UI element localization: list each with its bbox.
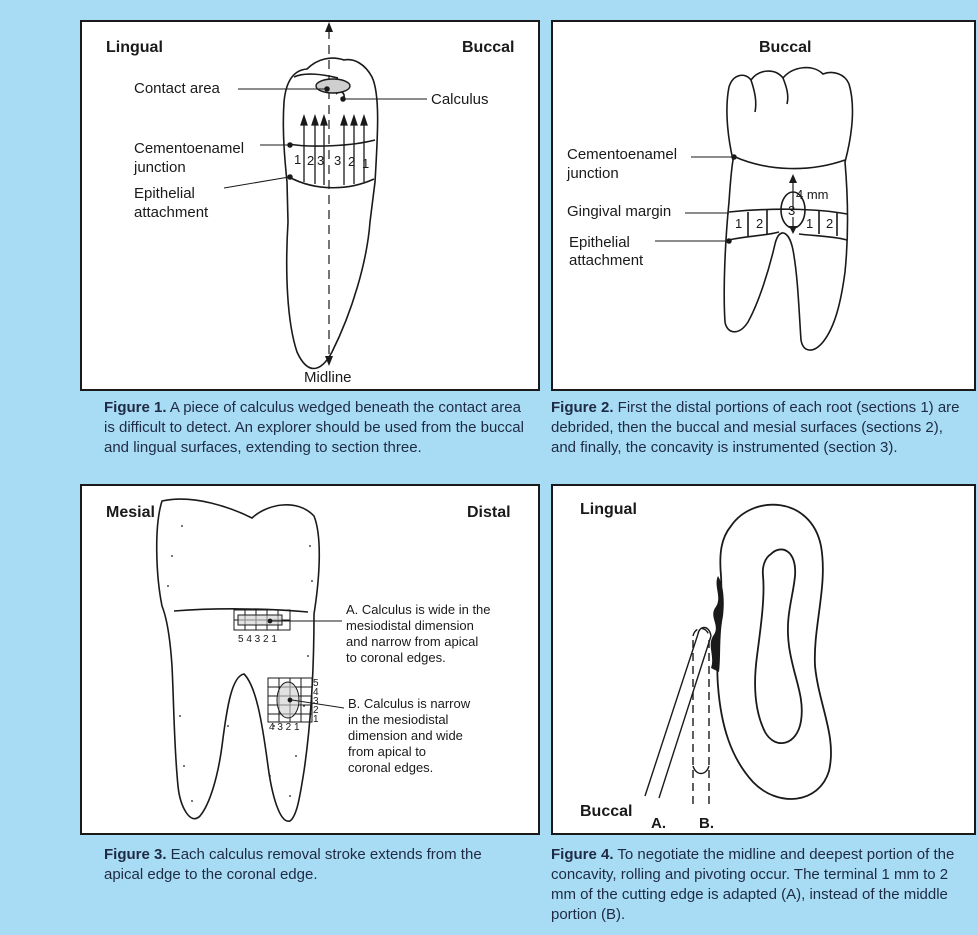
figure4-caption-label: Figure 4.: [551, 846, 614, 863]
fig2-crown-groove: [751, 80, 756, 112]
fig3-note-a-line: to coronal edges.: [346, 650, 446, 665]
fig3-grid-b-side-number: 3: [313, 696, 319, 707]
fig1-label-epithelial-2: attachment: [134, 204, 209, 221]
fig1-section-number: 1: [294, 152, 302, 167]
figure3-panel: [80, 484, 540, 835]
fig2-section-right-1: 1: [806, 216, 814, 231]
fig1-label-buccal: Buccal: [462, 39, 515, 56]
fig2-measure: 4 mm: [796, 187, 829, 202]
figure3-caption: [104, 845, 524, 885]
fig2-section-left-2: 2: [756, 216, 764, 231]
figure2-caption-text: First the distal portions of each root (sections 1) are debrided, then the buccal and mesial surfaces (sections 2), and finally, the concavity is instrumented (section 3).: [551, 399, 960, 456]
fig1-section-number: 2: [307, 153, 315, 168]
figure3-caption-text: Each calculus removal stroke extends from the apical edge to the coronal edge.: [104, 846, 482, 883]
fig1-midline-arrow-top: [325, 22, 333, 32]
fig2-section-mid: 3: [788, 203, 796, 218]
fig2-label-cej-1: Cementoenamel: [567, 146, 678, 163]
fig3-grid-b-numbers: 4 3 2 1: [269, 722, 300, 733]
fig1-contact-area-calculus: [316, 79, 350, 93]
fig1-label-midline: Midline: [304, 369, 352, 386]
figure1-caption-text: A piece of calculus wedged beneath the contact area is difficult to detect. An explorer should be used from the buccal and lingual surfaces, extending to section three.: [104, 399, 524, 456]
fig1-section-numbers: [294, 152, 369, 171]
fig2-label-epithelial-1: Epithelial: [569, 234, 630, 251]
fig2-cej-line: [733, 156, 845, 169]
figure2-panel: [551, 20, 976, 391]
figure1-caption-label: Figure 1.: [104, 399, 167, 416]
fig1-section-number: 3: [334, 153, 342, 168]
fig2-label-buccal: Buccal: [759, 39, 812, 56]
figure3-caption-label: Figure 3.: [104, 846, 167, 863]
fig3-note-b-line: in the mesiodistal: [348, 712, 449, 727]
fig2-label-epithelial-2: attachment: [569, 252, 644, 269]
figure2-caption-label: Figure 2.: [551, 399, 614, 416]
fig3-note-b-line: coronal edges.: [348, 760, 434, 775]
fig1-label-contact-area: Contact area: [134, 80, 220, 97]
fig3-grid-b-side-number: 4: [313, 687, 319, 698]
fig2-section-left-1: 1: [735, 216, 743, 231]
fig4-root-outer: [717, 505, 831, 799]
fig3-note-a-line: mesiodistal dimension: [346, 618, 474, 633]
figure4-root-cross-section: [553, 486, 978, 837]
figure4-caption-text: To negotiate the midline and deepest portion of the concavity, rolling and pivoting occur. The terminal 1 mm to 2 mm of the cutting edge is adapted (A), instead of the middle portion (B).: [551, 846, 955, 923]
fig3-note-a-line: and narrow from apical: [346, 634, 479, 649]
fig3-note-b: [348, 696, 470, 776]
fig3-label-mesial: Mesial: [106, 504, 155, 521]
fig1-label-lingual: Lingual: [106, 39, 163, 56]
fig4-label-instrument-a: A.: [651, 815, 666, 832]
fig3-grid-b-side-number: 2: [313, 705, 319, 716]
fig3-grid-b-side-number: 5: [313, 678, 319, 689]
figure1-panel: [80, 20, 540, 391]
fig1-section-number: 2: [348, 154, 356, 169]
fig1-section-arrows: [301, 116, 370, 185]
fig1-cej-line: [288, 140, 375, 146]
fig4-instrument-a: [645, 628, 711, 799]
fig3-grid-b-side-number: 1: [313, 714, 319, 725]
fig1-epithelial-line: [289, 177, 374, 188]
figure4-caption: [551, 845, 971, 925]
fig1-section-number: 1: [362, 156, 370, 171]
fig4-root-canal: [755, 549, 802, 743]
figure4-panel: [551, 484, 976, 835]
fig1-label-cej-2: junction: [134, 159, 186, 176]
fig4-label-buccal: Buccal: [580, 803, 633, 820]
fig3-molar-outline: [157, 499, 320, 821]
fig2-epithelial-line: [729, 232, 779, 240]
fig3-note-a: [346, 602, 491, 666]
fig1-label-calculus: Calculus: [431, 91, 489, 108]
fig1-tooth-outline: [283, 58, 377, 368]
fig4-label-lingual: Lingual: [580, 501, 637, 518]
fig3-note-b-line: B. Calculus is narrow: [348, 696, 471, 711]
fig3-stipple: [167, 525, 313, 802]
fig1-section-number: 3: [317, 153, 325, 168]
fig3-note-b-line: from apical to: [348, 744, 427, 759]
fig3-label-distal: Distal: [467, 504, 511, 521]
fig1-label-cej-1: Cementoenamel: [134, 140, 245, 157]
fig4-calculus-deposit: [711, 576, 724, 672]
figure1-caption: [104, 398, 524, 458]
fig3-note-b-line: dimension and wide: [348, 728, 463, 743]
fig3-note-a-line: A. Calculus is wide in the: [346, 602, 491, 617]
figure2-caption: [551, 398, 971, 458]
fig4-instrument-b: [693, 629, 709, 805]
fig2-label-cej-2: junction: [567, 165, 619, 182]
fig2-label-gingival-margin: Gingival margin: [567, 203, 672, 220]
fig3-grid-a-numbers: 5 4 3 2 1: [238, 634, 277, 645]
fig2-section-right-2: 2: [826, 216, 834, 231]
fig1-label-epithelial-1: Epithelial: [134, 185, 195, 202]
fig4-label-instrument-b: B.: [699, 815, 714, 832]
fig3-grid-a: [234, 610, 290, 630]
